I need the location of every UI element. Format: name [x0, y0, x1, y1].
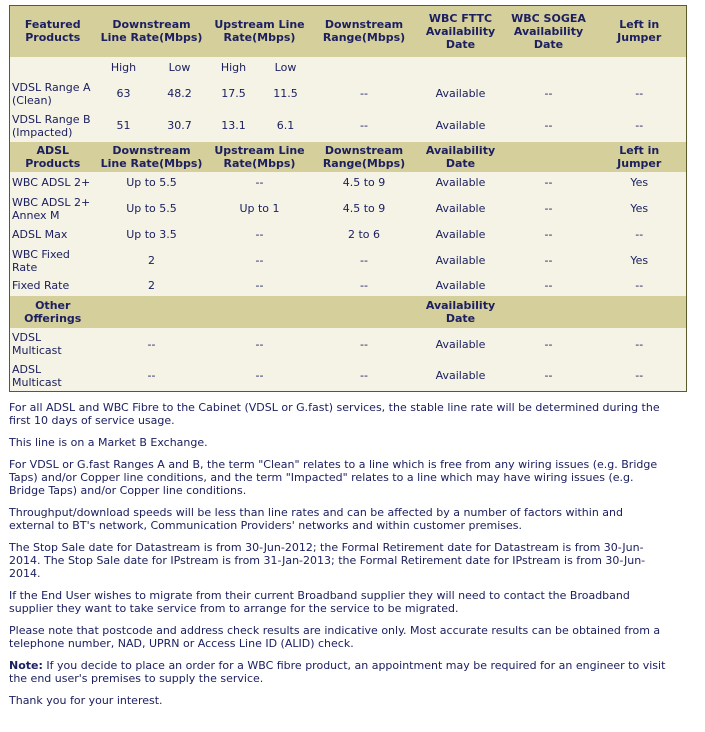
jumper-value: --: [593, 110, 687, 142]
range-value: --: [312, 361, 417, 392]
jumper-value: Yes: [593, 194, 687, 224]
jumper-value: --: [593, 276, 687, 296]
ds-value: Up to 5.5: [96, 172, 208, 194]
col-header-availability-date: Availability Date: [417, 296, 505, 328]
note-thanks: Thank you for your interest.: [9, 694, 163, 707]
us-value: --: [208, 246, 312, 276]
table-row: [10, 328, 687, 361]
col-header-downstream-range: Downstream Range(Mbps): [312, 6, 417, 57]
note-clean-impacted: For VDSL or G.fast Ranges A and B, the term "Clean" relates to a line which is free from any wiring issues (e.g. Bridge Taps) and/or Copper line conditions, and the term "Impacted" relates to a line which may have wiring issues (e.g. Bridge Taps) and/or Copper line conditions.: [9, 458, 658, 497]
ds-value: Up to 5.5: [96, 194, 208, 224]
ds-value: Up to 3.5: [96, 224, 208, 246]
sogea-availability: --: [505, 224, 593, 246]
ds-value: --: [96, 361, 208, 392]
us-value: --: [208, 361, 312, 392]
note-label: Note:: [9, 659, 43, 672]
col-header-upstream-rate: Upstream Line Rate(Mbps): [208, 142, 312, 172]
jumper-value: Yes: [593, 246, 687, 276]
sogea-availability: --: [505, 361, 593, 392]
ds-low-value: 30.7: [152, 110, 208, 142]
product-name: VDSL Multicast: [10, 328, 96, 361]
subheader-us-low: Low: [260, 57, 312, 78]
us-value: --: [208, 328, 312, 361]
note-migration: If the End User wishes to migrate from their current Broadband supplier they will need to contact the Broadband supplier they want to take service from to arrange for the service to be migrated.: [9, 589, 630, 615]
sogea-availability: --: [505, 172, 593, 194]
product-name: VDSL Range A (Clean): [10, 78, 96, 110]
us-high-value: 17.5: [208, 78, 260, 110]
table-row: [10, 194, 687, 224]
jumper-value: Yes: [593, 172, 687, 194]
sogea-availability: --: [505, 276, 593, 296]
us-low-value: 6.1: [260, 110, 312, 142]
note-stable-line-rate: For all ADSL and WBC Fibre to the Cabinet (VDSL or G.fast) services, the stable line rate will be determined during the first 10 days of service usage.: [9, 401, 660, 427]
table-row: [10, 78, 687, 110]
sogea-availability: --: [505, 110, 593, 142]
table-row: [10, 172, 687, 194]
fttc-availability: Available: [417, 78, 505, 110]
note-exchange: This line is on a Market B Exchange.: [9, 436, 208, 449]
range-value: --: [312, 246, 417, 276]
availability: Available: [417, 224, 505, 246]
sogea-availability: --: [505, 328, 593, 361]
availability: Available: [417, 194, 505, 224]
col-header-downstream-range: Downstream Range(Mbps): [312, 142, 417, 172]
col-header-product: ADSL Products: [10, 142, 96, 172]
jumper-value: --: [593, 328, 687, 361]
subheader-ds-low: Low: [152, 57, 208, 78]
col-header-availability-date: Availability Date: [417, 142, 505, 172]
range-value: 4.5 to 9: [312, 172, 417, 194]
fttc-availability: Available: [417, 110, 505, 142]
availability: Available: [417, 172, 505, 194]
ds-value: 2: [96, 246, 208, 276]
product-name: WBC ADSL 2+: [10, 172, 96, 194]
us-high-value: 13.1: [208, 110, 260, 142]
us-value: Up to 1: [208, 194, 312, 224]
ds-high-value: 63: [96, 78, 152, 110]
availability: Available: [417, 328, 505, 361]
col-header-empty: [505, 142, 593, 172]
col-header-fttc-date: WBC FTTC Availability Date: [417, 6, 505, 57]
col-header-jumper: Left in Jumper: [593, 6, 687, 57]
us-value: --: [208, 276, 312, 296]
featured-subheader-row: [10, 57, 687, 78]
product-name: ADSL Max: [10, 224, 96, 246]
note-stop-sale: The Stop Sale date for Datastream is from 30-Jun-2012; the Formal Retirement date for Datastream is from 30-Jun-2014. The Stop Sale date for IPstream is from 31-Jan-2013; the Formal Retirement date for IPstream is from 30-Jun-2014.: [9, 541, 646, 580]
us-value: --: [208, 172, 312, 194]
table-row: [10, 110, 687, 142]
sogea-availability: --: [505, 78, 593, 110]
col-header-product: Featured Products: [10, 6, 96, 57]
product-name: WBC ADSL 2+ Annex M: [10, 194, 96, 224]
col-header-upstream-rate: Upstream Line Rate(Mbps): [208, 6, 312, 57]
ds-high-value: 51: [96, 110, 152, 142]
product-name: VDSL Range B (Impacted): [10, 110, 96, 142]
note-engineer: [9, 659, 669, 685]
jumper-value: --: [593, 78, 687, 110]
ds-value: --: [96, 328, 208, 361]
table-row: [10, 361, 687, 392]
ds-value: 2: [96, 276, 208, 296]
sogea-availability: --: [505, 246, 593, 276]
range-value: --: [312, 328, 417, 361]
ds-low-value: 48.2: [152, 78, 208, 110]
notes-section: [9, 401, 669, 716]
note-engineer-text: If you decide to place an order for a WBC fibre product, an appointment may be required for an engineer to visit the end user's premises to supply the service.: [9, 659, 666, 685]
range-value: --: [312, 276, 417, 296]
availability: Available: [417, 361, 505, 392]
availability: Available: [417, 276, 505, 296]
col-header-jumper: Left in Jumper: [593, 142, 687, 172]
col-header-sogea-date: WBC SOGEA Availability Date: [505, 6, 593, 57]
product-name: ADSL Multicast: [10, 361, 96, 392]
table-row: [10, 246, 687, 276]
availability: Available: [417, 246, 505, 276]
subheader-us-high: High: [208, 57, 260, 78]
range-value: --: [312, 78, 417, 110]
other-header-row: [10, 296, 687, 328]
sogea-availability: --: [505, 194, 593, 224]
product-name: Fixed Rate: [10, 276, 96, 296]
col-header-product: Other Offerings: [10, 296, 96, 328]
col-header-downstream-rate: Downstream Line Rate(Mbps): [96, 142, 208, 172]
jumper-value: --: [593, 361, 687, 392]
adsl-header-row: [10, 142, 687, 172]
table-row: [10, 224, 687, 246]
subheader-ds-high: High: [96, 57, 152, 78]
range-value: 4.5 to 9: [312, 194, 417, 224]
us-low-value: 11.5: [260, 78, 312, 110]
table-row: [10, 276, 687, 296]
range-value: 2 to 6: [312, 224, 417, 246]
range-value: --: [312, 110, 417, 142]
jumper-value: --: [593, 224, 687, 246]
note-postcode-check: Please note that postcode and address check results are indicative only. Most accurate results can be obtained from a telephone number, NAD, UPRN or Access Line ID (ALID) check.: [9, 624, 661, 650]
featured-header-row: [10, 6, 687, 57]
product-name: WBC Fixed Rate: [10, 246, 96, 276]
us-value: --: [208, 224, 312, 246]
broadband-availability-table: [9, 5, 687, 392]
col-header-downstream-rate: Downstream Line Rate(Mbps): [96, 6, 208, 57]
note-throughput: Throughput/download speeds will be less than line rates and can be affected by a number of factors within and external to BT's network, Communication Providers' networks and within customer premises.: [9, 506, 624, 532]
